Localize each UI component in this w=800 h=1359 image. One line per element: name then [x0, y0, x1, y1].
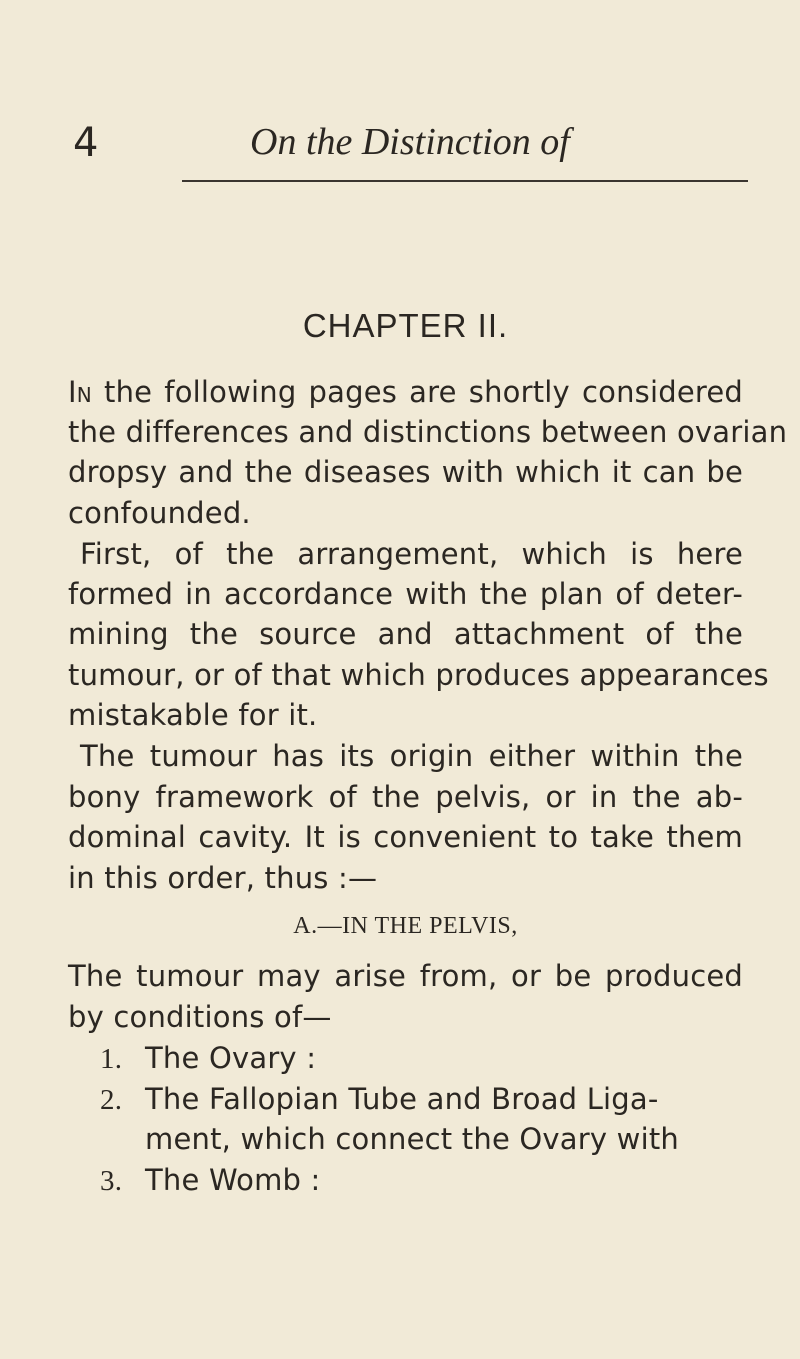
- paragraph-2-line-4: tumour, or of that which produces appearances: [68, 658, 769, 692]
- page-number: 4: [73, 120, 99, 166]
- paragraph-1-line-1: [68, 372, 743, 412]
- paragraph-3-line-4: in this order, thus :—: [68, 861, 378, 895]
- list-number-3: 3.: [100, 1165, 123, 1197]
- section-heading: A.—IN THE PELVIS,: [293, 913, 518, 939]
- paragraph-2-line-5: mistakable for it.: [68, 698, 318, 732]
- paragraph-3-line-3: dominal cavity. It is convenient to take them: [68, 820, 743, 854]
- paragraph-2-line-3: mining the source and attachment of the: [68, 617, 743, 651]
- chapter-heading: CHAPTER II.: [302, 307, 509, 344]
- list-item-1: [100, 1038, 316, 1079]
- list-number-1: 1.: [100, 1043, 123, 1075]
- list-text-3: The Womb :: [145, 1163, 321, 1197]
- paragraph-4-line-1: The tumour may arise from, or be produced: [68, 959, 743, 993]
- paragraph-3-line-1: The tumour has its origin either within the: [80, 739, 743, 773]
- paragraph-2-line-2: formed in accordance with the plan of deter-: [68, 577, 743, 611]
- list-number-2: 2.: [100, 1084, 123, 1116]
- list-item-2: [100, 1079, 659, 1120]
- list-item-3: [100, 1160, 321, 1201]
- paragraph-1-initial: In: [68, 375, 92, 409]
- running-head: [70, 120, 750, 170]
- paragraph-1-line-2: the differences and distinctions between ovarian: [68, 415, 788, 449]
- running-title: On the Distinction of: [250, 121, 570, 163]
- paragraph-1-line-4: confounded.: [68, 496, 251, 530]
- paragraph-4-line-2: by conditions of—: [68, 1000, 332, 1034]
- paragraph-1-line-3: dropsy and the diseases with which it can be: [68, 455, 743, 489]
- paragraph-2-line-1: First, of the arrangement, which is here: [80, 537, 743, 571]
- paragraph-1-line-1-text: the following pages are shortly considered: [104, 375, 744, 409]
- list-text-1: The Ovary :: [145, 1041, 317, 1075]
- header-rule: [182, 180, 748, 182]
- list-item-2-continuation: ment, which connect the Ovary with: [145, 1122, 679, 1156]
- paragraph-3-line-2: bony framework of the pelvis, or in the ab-: [68, 780, 743, 814]
- list-text-2: The Fallopian Tube and Broad Liga-: [145, 1082, 659, 1116]
